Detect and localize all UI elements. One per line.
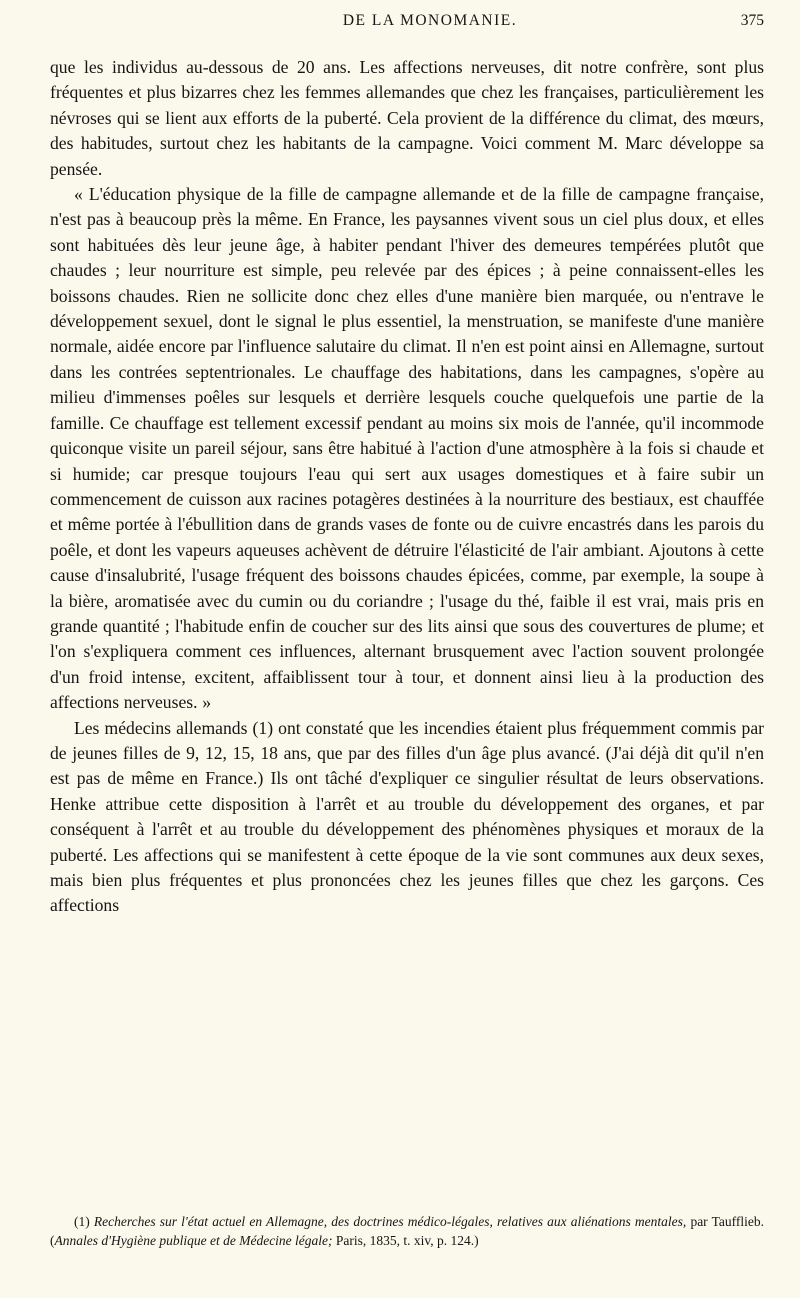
paragraph-quotation-marc: « L'éducation physique de la fille de campagne allemande et de la fille de campagne française, n'est pas à beaucoup près la même. En France, les paysannes vivent sous un ciel plus doux, et elles sont habituées dès leur jeune âge, à habiter pendant l'hiver des demeures tempérées plutôt que chaudes ; leur nourriture est simple, peu relevée par des épices ; à peine connaissent-elles les boissons chaudes. Rien ne sollicite donc chez elles d'une manière bien marquée, ou n'entrave le développement sexuel, dont le signal le plus essentiel, la menstruation, se manifeste d'une manière normale, aidée encore par l'influence salutaire du climat. Il n'en est point ainsi en Allemagne, surtout dans les contrées septentrionales. Le chauffage des habitations, dans les campagnes, s'opère au milieu d'immenses poêles sur lesquels et derrière lesquels couche quelquefois une partie de la famille. Ce chauffage est tellement excessif pendant au moins six mois de l'année, qu'il incommode quiconque visite un pareil séjour, sans être habitué à l'action d'une atmosphère à la fois si chaude et si humide; car presque toujours l'eau qui sert aux usages domestiques et à faire subir un commencement de cuisson aux racines potagères destinées à la nourriture des bestiaux, est chauffée et même portée à l'ébullition dans de grands vases de fonte ou de cuivre encastrés dans les parois du poêle, et dont les vapeurs aqueuses achèvent de détruire l'élasticité de l'air ambiant. Ajoutons à cette cause d'insalubrité, l'usage fréquent des boissons chaudes épicées, comme, par exemple, la soupe à la bière, aromatisée avec du cumin ou du coriandre ; l'usage du thé, faible il est vrai, mais pris en grande quantité ; l'habitude enfin de coucher sur des lits ainsi que sous des couvertures de plume; et l'on s'expliquera comment ces influences, alternant brusquement avec l'action souvent prolongée d'un froid intense, excitent, affaiblissent tour à tour, et donnent ainsi lieu à la production des affections nerveuses. » [50, 184, 764, 713]
footnote-imprint: Paris, 1835, t. xiv, p. 124.) [332, 1233, 479, 1248]
footnote [50, 1212, 764, 1250]
footnote-marker: (1) [74, 1214, 90, 1229]
paragraph-german-physicians: Les médecins allemands (1) ont constaté que les incendies étaient plus fréquemment commis par de jeunes filles de 9, 12, 15, 18 ans, que par des filles d'un âge plus avancé. (J'ai déjà dit qu'il n'en est pas de même en France.) Ils ont tâché d'expliquer ce singulier résultat de leurs observations. Henke attribue cette disposition à l'arrêt et au trouble du développement des organes, et par conséquent à l'arrêt et au trouble du développement des phénomènes physiques et moraux de la puberté. Les affections qui se manifestent à cette époque de la vie sont communes aux deux sexes, mais bien plus fréquentes et plus prononcées chez les jeunes filles que chez les garçons. Ces affections [50, 717, 764, 916]
footnote-author: par Taufflieb. ( [50, 1214, 764, 1248]
running-title: DE LA MONOMANIE. [342, 12, 518, 29]
footnote-source: Annales d'Hygiène publique et de Médecine légale; [54, 1233, 333, 1248]
paragraph-continuation: que les individus au-dessous de 20 ans. Les affections nerveuses, dit notre confrère, sont plus fréquentes et plus bizarres chez les femmes allemandes que chez les françaises, particulièrement les névroses qui se lient aux efforts de la puberté. Cela provient de la différence du climat, des mœurs, des habitudes, surtout chez les habitants de la campagne. Voici comment M. Marc développe sa pensée. [50, 57, 764, 179]
body-text [50, 55, 764, 919]
page-number: 375 [740, 12, 764, 29]
footnote-1 [50, 1212, 764, 1250]
running-head [96, 12, 764, 36]
footnote-title: Recherches sur l'état actuel en Allemagne, des doctrines médico-légales, relatives aux aliénations mentales, [93, 1214, 687, 1229]
